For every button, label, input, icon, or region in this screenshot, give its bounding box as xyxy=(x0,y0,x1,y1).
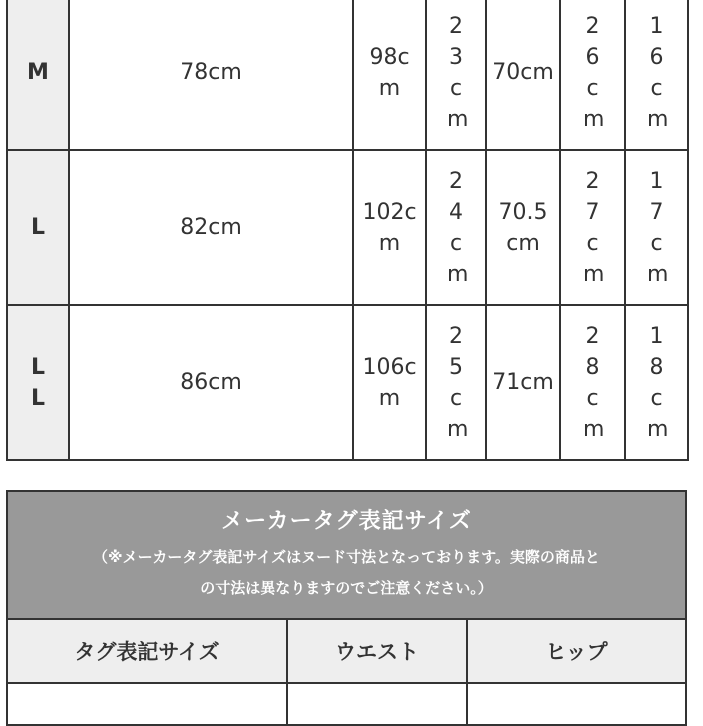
length-cell: 86cm xyxy=(69,305,353,460)
size-label: L xyxy=(7,150,69,305)
measure-cell: 28cm xyxy=(560,305,625,460)
table-row xyxy=(7,150,688,305)
column-header-hip: ヒップ xyxy=(468,620,685,682)
maker-tag-column-headers xyxy=(8,618,685,682)
maker-tag-title: メーカータグ表記サイズ xyxy=(221,509,472,534)
measure-cell: 18cm xyxy=(625,305,688,460)
table-row xyxy=(7,305,688,460)
measure-cell: 26cm xyxy=(560,0,625,150)
maker-tag-table xyxy=(6,490,687,726)
table-cell xyxy=(288,684,468,724)
table-cell xyxy=(8,684,288,724)
length-cell: 78cm xyxy=(69,0,353,150)
measure-cell: 70cm xyxy=(486,0,560,150)
size-label: LL xyxy=(7,305,69,460)
maker-tag-header xyxy=(8,492,685,618)
measure-cell: 16cm xyxy=(625,0,688,150)
maker-tag-note-line1: （※メーカータグ表記サイズはヌード寸法となっております。実際の商品と xyxy=(93,548,600,566)
maker-tag-note xyxy=(8,542,685,604)
measure-cell: 25cm xyxy=(426,305,486,460)
measure-cell: 27cm xyxy=(560,150,625,305)
size-table xyxy=(6,0,689,461)
column-header-waist: ウエスト xyxy=(288,620,468,682)
size-label: M xyxy=(7,0,69,150)
measure-cell: 71cm xyxy=(486,305,560,460)
measure-cell: 106cm xyxy=(353,305,426,460)
length-cell: 82cm xyxy=(69,150,353,305)
maker-tag-note-line2: の寸法は異なりますのでご注意ください。） xyxy=(200,579,493,597)
measure-cell: 24cm xyxy=(426,150,486,305)
table-cell xyxy=(468,684,685,724)
maker-tag-first-row xyxy=(8,682,685,724)
measure-cell: 98cm xyxy=(353,0,426,150)
measure-cell: 17cm xyxy=(625,150,688,305)
measure-cell: 102cm xyxy=(353,150,426,305)
measure-cell: 23cm xyxy=(426,0,486,150)
column-header-tag-size: タグ表記サイズ xyxy=(8,620,288,682)
measure-cell: 70.5cm xyxy=(486,150,560,305)
table-row xyxy=(7,0,688,150)
